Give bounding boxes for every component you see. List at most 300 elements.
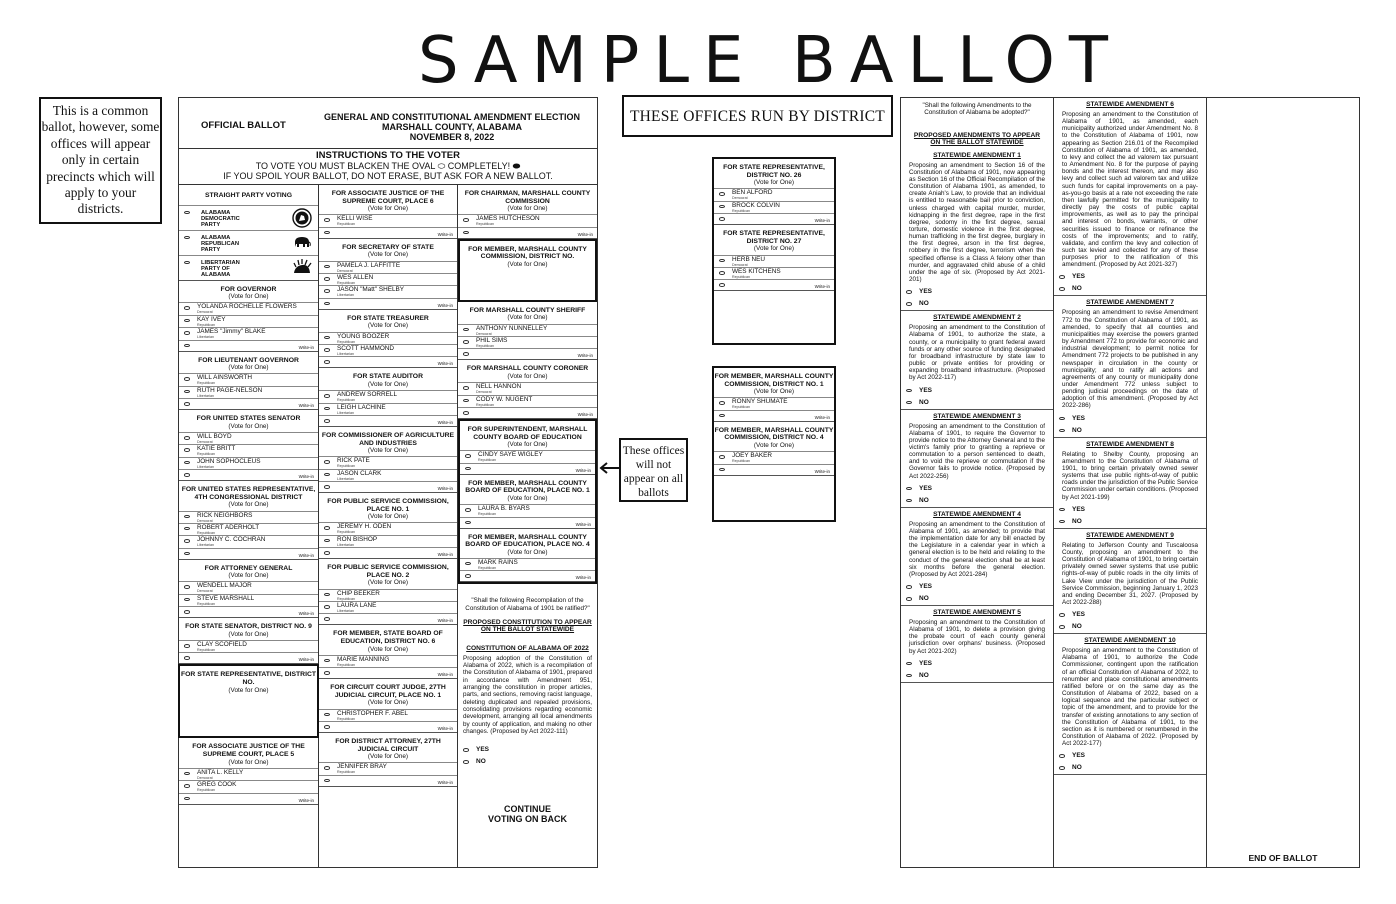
race-for-district-attorney-27th-judicial-circ [319,733,457,787]
candidate-name: WILL BOYD [197,432,232,440]
no-option[interactable] [1054,283,1206,295]
write-in-label: Write-in [437,552,453,558]
party-name: ALABAMA REPUBLICAN PARTY [201,234,240,254]
vote-oval[interactable] [184,772,190,776]
write-in-option[interactable] [319,547,457,558]
write-in-option[interactable] [179,652,318,663]
vote-oval[interactable] [184,402,190,406]
candidate-party: Republican [337,530,355,535]
candidate-name: KAY IVEY [197,315,226,323]
vote-oval[interactable] [184,448,190,452]
candidate-name: JOHN SOPHOCLEUS [197,457,261,465]
candidate-party: Democrat [337,268,353,273]
vote-oval[interactable] [1059,429,1065,433]
write-in-label: Write-in [298,797,314,803]
district-races-group-2 [712,366,836,522]
candidate-option[interactable] [319,390,457,402]
vote-oval[interactable] [719,455,725,459]
vote-oval[interactable] [906,487,912,491]
write-in-option[interactable] [460,463,595,474]
candidate-name: RICK NEIGHBORS [197,511,253,519]
yes-option[interactable] [1054,271,1206,283]
vote-oval[interactable] [324,419,330,423]
vote-oval[interactable] [324,394,330,398]
candidate-name: YOLANDA ROCHELLE FLOWERS [197,303,297,311]
candidate-option[interactable] [319,456,457,468]
race-title: FOR STATE SENATOR, DISTRICT NO. 9 [185,623,312,631]
candidate-option[interactable] [319,535,457,547]
vote-oval[interactable] [324,289,330,293]
write-in-option[interactable] [319,227,457,238]
amendment-2 [901,311,1053,409]
write-in-option[interactable] [458,407,597,418]
vote-oval[interactable] [324,659,330,663]
candidate-party: Libertarian [337,476,354,481]
vote-oval[interactable] [1059,287,1065,291]
porcupine-emblem-icon [292,258,312,278]
vote-oval[interactable] [1059,766,1065,770]
candidate-party: Republican [337,222,355,227]
vote-oval[interactable] [184,552,190,556]
candidate-option[interactable] [179,523,318,535]
candidate-name: ROBERT ADERHOLT [197,523,260,531]
vote-oval[interactable] [1059,613,1065,617]
vote-oval[interactable] [324,407,330,411]
vote-oval[interactable] [463,340,469,344]
column-3-races [458,302,597,419]
write-in-label: Write-in [577,353,593,359]
race-subtitle: (Vote for One) [507,441,548,449]
vote-oval[interactable] [463,218,469,222]
board-of-education-box [458,419,597,584]
amendment-title: STATEWIDE AMENDMENT 3 [933,412,1021,420]
vote-oval[interactable] [906,290,912,294]
vote-oval[interactable] [465,467,471,471]
vote-oval[interactable] [324,231,330,235]
candidate-party: Republican [732,274,750,279]
write-in-option[interactable] [458,348,597,359]
no-label: NO [919,671,929,679]
candidate-option[interactable] [319,261,457,273]
candidate-option[interactable] [319,522,457,534]
write-in-option[interactable] [460,570,595,581]
vote-oval[interactable] [184,344,190,348]
candidate-name: KATIE BRITT [197,445,236,453]
vote-oval[interactable] [1059,508,1065,512]
candidate-party: Republican [476,402,494,407]
vote-oval[interactable] [463,386,469,390]
race-for-attorney-general [179,560,318,619]
race-title: FOR ASSOCIATE JUSTICE OF THE SUPREME COURT, PLACE 5 [192,743,305,759]
no-option[interactable] [901,670,1053,682]
candidate-party: Democrat [197,518,213,523]
vote-oval[interactable] [719,217,725,221]
vote-oval[interactable] [324,671,330,675]
yes-option[interactable] [1054,750,1206,762]
write-in-option[interactable] [179,793,318,804]
vote-oval[interactable] [1059,417,1065,421]
candidate-option[interactable] [458,382,597,394]
candidate-option[interactable] [179,386,318,398]
vote-oval[interactable] [184,797,190,801]
write-in-option[interactable] [714,410,834,421]
vote-oval[interactable] [324,460,330,464]
candidate-party: Republican [197,530,215,535]
vote-oval[interactable] [324,617,330,621]
candidate-party: Republican [337,662,355,667]
write-in-option[interactable] [319,613,457,624]
race-title: FOR GOVERNOR [220,285,277,293]
vote-oval[interactable] [324,779,330,783]
amendment-title: STATEWIDE AMENDMENT 4 [933,510,1021,518]
vote-oval[interactable] [463,231,469,235]
no-label: NO [1072,623,1082,631]
candidate-option[interactable] [319,285,457,297]
vote-oval[interactable] [906,499,912,503]
race-for-superintendent-marshall-county-board [460,421,595,475]
vote-oval[interactable] [184,784,190,788]
amendments-column-2 [1054,98,1207,867]
race-for-united-states-senator [179,410,318,481]
candidate-party: Republican [197,452,215,457]
vote-oval[interactable] [1059,625,1065,629]
vote-oval[interactable] [184,306,190,310]
district-races-group-1 [712,157,836,345]
write-in-label: Write-in [575,467,591,473]
write-in-option[interactable] [319,298,457,309]
vote-oval[interactable] [719,271,725,275]
candidate-option[interactable] [179,511,318,523]
vote-oval[interactable] [324,360,330,364]
candidate-option[interactable] [458,214,597,226]
write-in-label: Write-in [298,474,314,480]
candidate-option[interactable] [458,336,597,348]
candidate-party: Republican [476,222,494,227]
yes-option[interactable] [901,286,1053,298]
vote-oval[interactable] [324,713,330,717]
race-subtitle: (Vote for One) [228,630,269,638]
candidate-option[interactable] [319,655,457,667]
race-subtitle: (Vote for One) [507,372,548,380]
vote-oval[interactable] [463,760,469,764]
vote-oval[interactable] [324,218,330,222]
candidate-option[interactable] [319,344,457,356]
vote-oval[interactable] [906,302,912,306]
vote-oval[interactable] [906,674,912,678]
vote-oval[interactable] [906,401,912,405]
no-option[interactable] [901,397,1053,409]
party-option-libertarian[interactable] [179,255,318,280]
write-in-option[interactable] [179,548,318,559]
yes-option[interactable] [901,483,1053,495]
vote-oval[interactable] [324,336,330,340]
vote-oval[interactable] [184,527,190,531]
candidate-option[interactable] [179,535,318,547]
race-title: FOR DISTRICT ATTORNEY, 27TH JUDICIAL CIRCUIT [335,737,441,753]
vote-oval[interactable] [906,662,912,666]
yes-option[interactable] [1054,504,1206,516]
race-subtitle: (Vote for One) [367,380,409,388]
vote-oval[interactable] [463,328,469,332]
race-subtitle: (Vote for One) [228,686,269,694]
vote-oval[interactable] [1059,754,1065,758]
vote-oval[interactable] [324,265,330,269]
write-in-label: Write-in [437,725,453,731]
vote-oval[interactable] [324,766,330,770]
vote-oval[interactable] [719,259,725,263]
vote-oval[interactable] [324,539,330,543]
vote-oval[interactable] [184,473,190,477]
no-option[interactable] [901,495,1053,507]
candidate-name: RUTH PAGE-NELSON [197,386,263,394]
vote-oval[interactable] [324,485,330,489]
race-for-associate-justice-of-the-supreme-cou [319,185,457,239]
candidate-option[interactable] [319,214,457,226]
vote-oval[interactable] [184,331,190,335]
vote-oval[interactable] [463,748,469,752]
race-title: FOR PUBLIC SERVICE COMMISSION, PLACE NO. 1 [327,498,449,513]
candidate-party: Republican [337,464,355,469]
race-title: FOR MEMBER, MARSHALL COUNTY COMMISSION, DISTRICT NO. 4 [714,426,834,442]
candidate-option[interactable] [319,762,457,774]
candidate-option[interactable] [179,432,318,444]
write-in-option[interactable] [319,481,457,492]
amendment-text: Proposing an amendment to revise Amendment 772 to the Constitution of Alabama of 1901, as amended, to specify that all counties and municipalities may exercise the powers granted by Amendment 772 to provide for economic and industrial development; to permit notice for Amendment 772 projects to be published in any newspaper in circulation in the county or municipality; and to ratify all actions and agreements of any county or municipality done under Amendment 772 unless subject to pending judicial proceedings on the date of adoption of this amendment. (Proposed by Act 2022-286) [1062,309,1198,410]
candidate-option[interactable] [179,327,318,339]
vote-oval[interactable] [184,461,190,465]
vote-oval[interactable] [184,515,190,519]
vote-oval[interactable] [463,352,469,356]
candidate-option[interactable] [460,558,595,570]
candidate-name: YOUNG BOOZER [337,332,390,340]
write-in-option[interactable] [460,517,595,528]
vote-oval[interactable] [719,192,725,196]
vote-oval[interactable] [465,574,471,578]
candidate-option[interactable] [460,450,595,462]
no-option[interactable] [1054,516,1206,528]
vote-oval[interactable] [719,414,725,418]
vote-oval[interactable] [1059,275,1065,279]
ballot-header [179,98,597,149]
candidate-option[interactable] [179,581,318,593]
candidate-name: JOHNNY C. COCHRAN [197,536,266,544]
district-offices-heading: THESE OFFICES RUN BY DISTRICT [622,95,893,137]
vote-oval[interactable] [184,436,190,440]
vote-oval[interactable] [465,454,471,458]
no-option[interactable] [901,593,1053,605]
vote-oval[interactable] [184,211,190,215]
candidate-option[interactable] [179,302,318,314]
candidate-option[interactable] [458,324,597,336]
yes-label: YES [1072,611,1086,619]
county-commission-district-box [458,239,597,302]
write-in-option[interactable] [458,227,597,238]
vote-oval[interactable] [719,283,725,287]
candidate-option[interactable] [714,451,834,463]
vote-oval[interactable] [324,526,330,530]
candidate-option[interactable] [179,594,318,606]
vote-oval[interactable] [184,610,190,614]
candidate-party: Libertarian [337,609,354,614]
amendment-text: Proposing an amendment to the Constitution of Alabama of 1901, to delete a provision giving the probate court of each county general jurisdiction over orphans' business. (Proposed by Act 2021-202) [909,619,1045,655]
write-in-option[interactable] [179,469,318,480]
candidate-name: WENDELL MAJOR [197,582,252,590]
candidate-party: Democrat [476,390,492,395]
candidate-name: JEREMY H. ODEN [337,523,392,531]
no-option[interactable] [1054,621,1206,633]
vote-oval[interactable] [906,389,912,393]
vote-oval[interactable] [184,656,190,660]
candidate-option[interactable] [460,504,595,516]
candidate-party: Republican [337,398,355,403]
write-in-option[interactable] [319,667,457,678]
candidate-party: Republican [478,565,496,570]
yes-option[interactable] [458,744,597,756]
write-in-option[interactable] [179,398,318,409]
candidate-party: Republican [478,458,496,463]
vote-oval[interactable] [184,390,190,394]
race-title: FOR MEMBER, MARSHALL COUNTY COMMISSION, DISTRICT NO. [468,245,587,261]
election-date: NOVEMBER 8, 2022 [409,132,495,142]
candidate-option[interactable] [179,780,318,792]
no-option[interactable] [901,298,1053,310]
vote-oval[interactable] [184,598,190,602]
vote-oval[interactable] [463,399,469,403]
candidate-party: Democrat [197,775,213,780]
party-option-democratic[interactable] [179,205,318,230]
candidate-option[interactable] [179,640,318,652]
candidate-option[interactable] [714,188,834,200]
vote-oval[interactable] [324,277,330,281]
candidate-option[interactable] [714,201,834,213]
vote-oval[interactable] [719,468,725,472]
candidate-option[interactable] [714,267,834,279]
no-option[interactable] [458,756,597,768]
vote-oval[interactable] [906,597,912,601]
candidate-option[interactable] [179,457,318,469]
race-for-member-marshall-county-board-of-educ [460,475,595,529]
race-subtitle: (Vote for One) [367,251,409,259]
amendment-title: STATEWIDE AMENDMENT 2 [933,314,1021,322]
candidate-party: Republican [197,648,215,653]
write-in-option[interactable] [319,415,457,426]
write-in-option[interactable] [714,464,834,475]
vote-oval[interactable] [324,725,330,729]
vote-oval[interactable] [184,319,190,323]
write-in-option[interactable] [179,606,318,617]
vote-oval[interactable] [719,401,725,405]
yes-option[interactable] [1054,413,1206,425]
candidate-name: JENNIFER BRAY [337,763,387,771]
candidate-option[interactable] [319,589,457,601]
race-title: FOR STATE TREASURER [347,314,429,322]
amendments-list-1 [901,149,1053,683]
vote-oval[interactable] [465,508,471,512]
race-for-circuit-court-judge-27th-judicial-ci [319,679,457,733]
straight-party-race [179,185,318,281]
candidate-option[interactable] [714,397,834,409]
candidate-name: WES ALLEN [337,273,374,281]
yes-option[interactable] [901,385,1053,397]
no-label: NO [919,300,929,308]
write-in-option[interactable] [714,279,834,290]
candidate-option[interactable] [179,444,318,456]
candidate-party: Republican [337,339,355,344]
no-option[interactable] [1054,762,1206,774]
vote-oval[interactable] [184,585,190,589]
vote-oval[interactable] [184,261,190,265]
candidate-name: RICK PATE [337,457,370,465]
write-in-option[interactable] [714,213,834,224]
vote-oval[interactable] [1059,520,1065,524]
write-in-option[interactable] [319,356,457,367]
write-in-option[interactable] [319,775,457,786]
vote-oval[interactable] [184,539,190,543]
write-in-option[interactable] [179,340,318,351]
yes-option[interactable] [901,581,1053,593]
race-subtitle: (Vote for One) [367,205,409,213]
write-in-label: Write-in [814,218,830,224]
vote-oval[interactable] [184,377,190,381]
amendment-text: Proposing an amendment to the Constitution of Alabama of 1901, to require the Governor to provide notice to the Attorney General and to the victim's family prior to granting a reprieve or commutation to a person sentenced to death, and to void the reprieve or commutation if the Governor fails to provide notice. (Proposed by Act 2022-256) [909,422,1045,480]
vote-oval[interactable] [184,644,190,648]
vote-oval[interactable] [324,348,330,352]
common-ballot-note: This is a common ballot, however, some offices will appear only in certain precincts which will apply to your districts. [39,97,162,224]
left-arrow-icon [598,461,620,475]
candidate-option[interactable] [458,395,597,407]
candidate-option[interactable] [179,315,318,327]
column-2-races [319,185,457,787]
candidate-option[interactable] [319,709,457,721]
race-for-state-treasurer [319,310,457,369]
candidate-option[interactable] [714,255,834,267]
candidate-option[interactable] [319,332,457,344]
write-in-option[interactable] [319,721,457,732]
candidate-name: WES KITCHENS [732,267,781,275]
vote-oval[interactable] [324,473,330,477]
race-title: FOR MEMBER, MARSHALL COUNTY BOARD OF EDUCATION, PLACE NO. 4 [465,533,590,549]
candidate-option[interactable] [179,373,318,385]
vote-oval[interactable] [465,562,471,566]
candidate-party: Republican [476,343,494,348]
race-title: FOR UNITED STATES REPRESENTATIVE, 4TH CONGRESSIONAL DISTRICT [181,486,316,501]
column-1-races [179,281,318,665]
vote-oval[interactable] [463,411,469,415]
vote-oval[interactable] [465,521,471,525]
vote-oval[interactable] [324,593,330,597]
party-option-republican[interactable] [179,230,318,255]
vote-oval[interactable] [324,302,330,306]
candidate-party: Republican [337,716,355,721]
vote-oval[interactable] [324,605,330,609]
vote-oval[interactable] [184,236,190,240]
race-subtitle: (Vote for One) [228,572,269,580]
candidate-option[interactable] [319,403,457,415]
amendment-5 [901,606,1053,683]
candidate-option[interactable] [179,768,318,780]
race-for-member-marshall-county-board-of-educ [460,529,595,583]
vote-oval[interactable] [906,585,912,589]
yes-label: YES [1072,752,1086,760]
candidate-option[interactable] [319,601,457,613]
candidate-option[interactable] [319,469,457,481]
yes-option[interactable] [901,658,1053,670]
no-option[interactable] [1054,425,1206,437]
yes-option[interactable] [1054,609,1206,621]
candidate-option[interactable] [319,273,457,285]
vote-oval[interactable] [719,205,725,209]
vote-oval[interactable] [324,551,330,555]
